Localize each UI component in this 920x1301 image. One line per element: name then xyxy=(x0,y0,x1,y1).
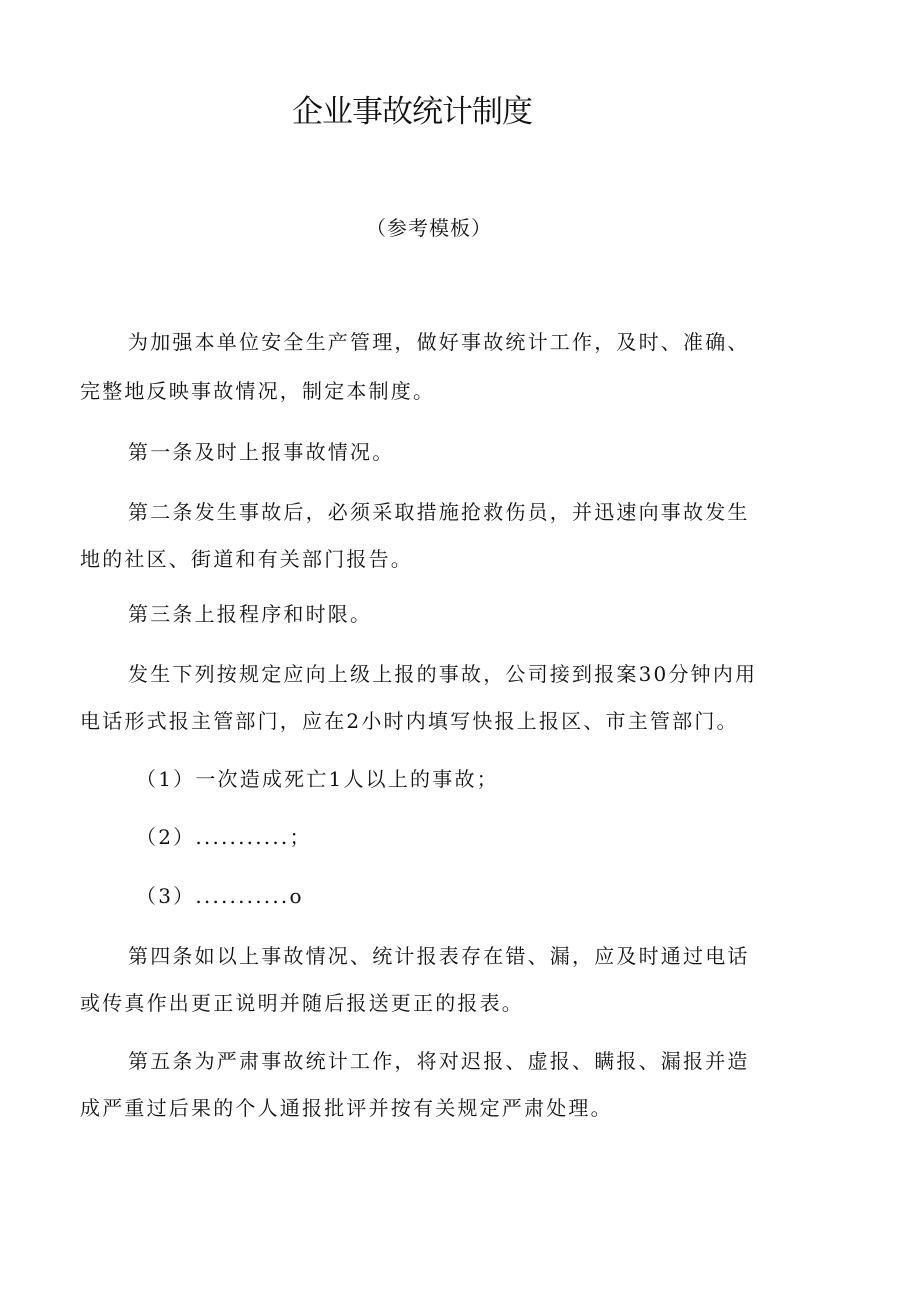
list-item-2: （2）...........； xyxy=(136,825,312,849)
document-title: 企业事故统计制度 xyxy=(292,94,532,130)
list-item-1: （1）一次造成死亡1人以上的事故； xyxy=(136,767,499,791)
article-2-line-2: 地的社区、街道和有关部门报告。 xyxy=(80,547,413,571)
list-item-3: （3）...........o xyxy=(136,884,304,908)
article-2-line-1: 第二条发生事故后，必须采取措施抢救伤员，并迅速向事故发生 xyxy=(128,500,750,524)
article-1-line-1: 第一条及时上报事故情况。 xyxy=(128,440,395,464)
article-4-line-2: 或传真作出更正说明并随后报送更正的报表。 xyxy=(80,991,524,1015)
paragraph-intro-line-2: 完整地反映事故情况，制定本制度。 xyxy=(80,379,436,403)
article-3-body-line-1: 发生下列按规定应向上级上报的事故，公司接到报案30分钟内用 xyxy=(128,662,758,686)
article-5-line-1: 第五条为严肃事故统计工作，将对迟报、虚报、瞒报、漏报并造 xyxy=(128,1049,750,1073)
article-5-line-2: 成严重过后果的个人通报批评并按有关规定严肃处理。 xyxy=(80,1096,613,1120)
paragraph-intro-line-1: 为加强本单位安全生产管理，做好事故统计工作，及时、准确、 xyxy=(128,330,750,354)
document-subtitle: （参考模板） xyxy=(366,216,492,240)
article-3-body-line-2: 电话形式报主管部门，应在2小时内填写快报上报区、市主管部门。 xyxy=(80,709,739,733)
article-3-line-1: 第三条上报程序和时限。 xyxy=(128,602,373,626)
article-4-line-1: 第四条如以上事故情况、统计报表存在错、漏，应及时通过电话 xyxy=(128,944,750,968)
